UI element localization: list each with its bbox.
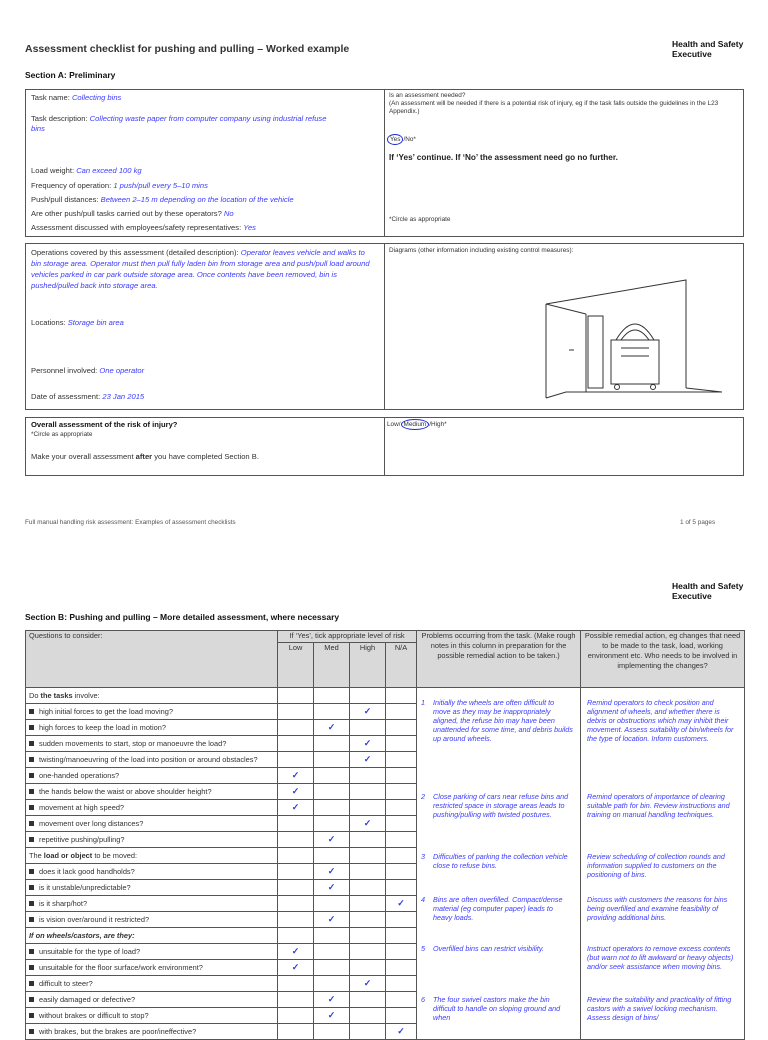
hse-line-2: Executive xyxy=(672,49,712,59)
risk-cell-na[interactable] xyxy=(386,912,417,928)
header-med: Med xyxy=(314,643,350,688)
risk-cell-na[interactable] xyxy=(386,944,417,960)
risk-cell-high[interactable] xyxy=(350,1024,386,1040)
remedial-note: Discuss with customers the reasons for bins being overfilled and examine feasibility of providing additional bins. xyxy=(587,895,728,922)
overall-label: Overall assessment of the risk of injury? xyxy=(31,420,178,429)
bullet-icon xyxy=(29,885,34,890)
risk-cell-na[interactable] xyxy=(386,768,417,784)
risk-cell-low[interactable] xyxy=(278,912,314,928)
risk-cell-med[interactable] xyxy=(314,992,350,1008)
header-high: High xyxy=(350,643,386,688)
risk-cell-med[interactable] xyxy=(314,784,350,800)
diagrams-label: Diagrams (other information including existing control measures): xyxy=(389,247,574,254)
continue-instruction: If ‘Yes’ continue. If ‘No’ the assessment need go no further. xyxy=(389,153,618,162)
risk-cell-low[interactable] xyxy=(278,736,314,752)
risk-cell-med[interactable] xyxy=(314,944,350,960)
risk-cell-low[interactable] xyxy=(278,992,314,1008)
risk-cell-high[interactable] xyxy=(350,800,386,816)
risk-cell-na[interactable] xyxy=(386,688,417,704)
risk-cell-high[interactable] xyxy=(350,816,386,832)
risk-cell-high[interactable] xyxy=(350,928,386,944)
question-cell: high forces to keep the load in motion? xyxy=(26,720,278,736)
question-cell: repetitive pushing/pulling? xyxy=(26,832,278,848)
risk-cell-low[interactable] xyxy=(278,976,314,992)
yes-circled: Yes xyxy=(387,134,403,145)
risk-cell-low[interactable] xyxy=(278,720,314,736)
risk-cell-high[interactable] xyxy=(350,960,386,976)
question-cell: difficult to steer? xyxy=(26,976,278,992)
tick-icon: ✓ xyxy=(363,818,372,828)
hse-logo-text xyxy=(672,39,743,59)
risk-cell-med[interactable] xyxy=(314,720,350,736)
hse-line-2: Executive xyxy=(672,591,712,601)
other-tasks: Are other push/pull tasks carried out by these operators? No xyxy=(31,209,234,218)
risk-cell-low[interactable] xyxy=(278,816,314,832)
tick-icon: ✓ xyxy=(363,978,372,988)
problem-note: The four swivel castors make the bin difficult to handle on sloping ground and when xyxy=(433,995,561,1022)
tick-icon: ✓ xyxy=(327,866,336,876)
column-divider xyxy=(384,418,385,475)
bin-store-diagram xyxy=(526,274,736,399)
risk-cell-high[interactable] xyxy=(350,784,386,800)
question-cell: movement at high speed? xyxy=(26,800,278,816)
risk-cell-na[interactable] xyxy=(386,928,417,944)
risk-cell-med[interactable] xyxy=(314,960,350,976)
question-cell: with brakes, but the brakes are poor/ineffective? xyxy=(26,1024,278,1040)
bullet-icon xyxy=(29,1029,34,1034)
question-cell: unsuitable for the floor surface/work environment? xyxy=(26,960,278,976)
bullet-icon xyxy=(29,869,34,874)
risk-cell-low[interactable] xyxy=(278,1008,314,1024)
risk-cell-low[interactable] xyxy=(278,784,314,800)
bullet-icon xyxy=(29,997,34,1002)
question-cell: is vision over/around it restricted? xyxy=(26,912,278,928)
question-cell: one-handed operations? xyxy=(26,768,278,784)
tick-icon: ✓ xyxy=(327,994,336,1004)
risk-cell-low[interactable] xyxy=(278,688,314,704)
note-number: 4 xyxy=(421,895,426,904)
bullet-icon xyxy=(29,709,34,714)
risk-level-choice: Low/ Medium /High* xyxy=(387,421,447,428)
bullet-icon xyxy=(29,821,34,826)
locations: Locations: Storage bin area xyxy=(31,318,124,327)
problem-note: Bins are often overfilled. Compact/dense material (eg computer paper) leads to heavy loads. xyxy=(433,895,563,922)
risk-cell-low[interactable] xyxy=(278,928,314,944)
footer-left: Full manual handling risk assessment: Examples of assessment checklists xyxy=(25,519,236,526)
risk-cell-high[interactable] xyxy=(350,704,386,720)
note-number: 5 xyxy=(421,944,426,953)
circle-note: *Circle as appropriate xyxy=(389,216,451,223)
risk-cell-med[interactable] xyxy=(314,864,350,880)
header-problems: Problems occurring from the task. (Make rough notes in this column in preparation for the possible remedial action to be taken.) xyxy=(417,631,581,688)
risk-cell-high[interactable] xyxy=(350,720,386,736)
risk-cell-med[interactable] xyxy=(314,848,350,864)
question-cell: is it unstable/unpredictable? xyxy=(26,880,278,896)
risk-cell-na[interactable] xyxy=(386,896,417,912)
medium-circled: Medium xyxy=(401,419,430,430)
risk-cell-na[interactable] xyxy=(386,752,417,768)
tick-icon: ✓ xyxy=(327,722,336,732)
risk-cell-high[interactable] xyxy=(350,1008,386,1024)
risk-cell-na[interactable] xyxy=(386,704,417,720)
problem-note: Initially the wheels are often difficult to move as they may be inappropriately aligned, the refuse bin may have been unattended for some time, and debris builds up around wheels. xyxy=(433,698,573,743)
risk-cell-na[interactable] xyxy=(386,800,417,816)
risk-cell-low[interactable] xyxy=(278,960,314,976)
risk-cell-med[interactable] xyxy=(314,736,350,752)
question-cell: high initial forces to get the load moving? xyxy=(26,704,278,720)
remedial-note: Instruct operators to remove excess contents (but warn not to lift awkward or heavy objects) and/or seek assistance when moving bins. xyxy=(587,944,734,971)
risk-cell-high[interactable] xyxy=(350,848,386,864)
risk-cell-high[interactable] xyxy=(350,768,386,784)
risk-cell-na[interactable] xyxy=(386,992,417,1008)
risk-cell-med[interactable] xyxy=(314,1008,350,1024)
note-number: 1 xyxy=(421,698,426,707)
risk-cell-med[interactable] xyxy=(314,816,350,832)
note-number: 3 xyxy=(421,852,426,861)
question-cell: If on wheels/castors, are they: xyxy=(26,928,278,944)
assessment-table xyxy=(25,630,745,1040)
risk-cell-high[interactable] xyxy=(350,752,386,768)
push-pull-distances: Push/pull distances: Between 2–15 m depending on the location of the vehicle xyxy=(31,195,294,204)
question-cell: twisting/manoeuvring of the load into position or around obstacles? xyxy=(26,752,278,768)
risk-cell-na[interactable] xyxy=(386,832,417,848)
header-low: Low xyxy=(278,643,314,688)
frequency: Frequency of operation: 1 push/pull every 5–10 mins xyxy=(31,181,208,190)
risk-cell-na[interactable] xyxy=(386,784,417,800)
tick-icon: ✓ xyxy=(363,754,372,764)
date-of-assessment: Date of assessment: 23 Jan 2015 xyxy=(31,392,145,401)
operations-box xyxy=(25,243,744,410)
preliminary-box xyxy=(25,89,744,237)
risk-cell-low[interactable] xyxy=(278,944,314,960)
header-na: N/A xyxy=(386,643,417,688)
header-remedial: Possible remedial action, eg changes that need to be made to the task, load, working environment etc. Who needs to be involved in implementing the changes? xyxy=(581,631,745,688)
risk-cell-na[interactable] xyxy=(386,720,417,736)
question-cell: is it sharp/hot? xyxy=(26,896,278,912)
tick-icon: ✓ xyxy=(363,706,372,716)
load-weight: Load weight: Can exceed 100 kg xyxy=(31,166,142,175)
note-number: 2 xyxy=(421,792,426,801)
question-cell: the hands below the waist or above shoulder height? xyxy=(26,784,278,800)
risk-cell-high[interactable] xyxy=(350,944,386,960)
risk-cell-na[interactable] xyxy=(386,960,417,976)
risk-cell-high[interactable] xyxy=(350,992,386,1008)
risk-cell-low[interactable] xyxy=(278,768,314,784)
page-title: Assessment checklist for pushing and pulling – Worked example xyxy=(25,43,350,55)
problems-column xyxy=(417,688,581,1040)
risk-cell-na[interactable] xyxy=(386,1024,417,1040)
operations-description: Operations covered by this assessment (detailed description): Operator leaves vehicle and walks to bin storage area. Operator must then pull fully laden bin from storage area and push/pull load around vehicles parked in car park outside storage area. Once contents have been removed, bin is pushed/pulled back into storage area. xyxy=(31,248,370,290)
refuse-bin xyxy=(611,340,659,384)
risk-cell-high[interactable] xyxy=(350,912,386,928)
bullet-icon xyxy=(29,789,34,794)
overall-risk-box xyxy=(25,417,744,476)
risk-cell-med[interactable] xyxy=(314,752,350,768)
risk-cell-high[interactable] xyxy=(350,832,386,848)
bullet-icon xyxy=(29,725,34,730)
tick-icon: ✓ xyxy=(327,914,336,924)
bullet-icon xyxy=(29,981,34,986)
risk-cell-na[interactable] xyxy=(386,736,417,752)
risk-cell-na[interactable] xyxy=(386,848,417,864)
risk-cell-med[interactable] xyxy=(314,1024,350,1040)
bullet-icon xyxy=(29,741,34,746)
question-cell: easily damaged or defective? xyxy=(26,992,278,1008)
hse-line-1: Health and Safety xyxy=(672,39,744,49)
risk-cell-med[interactable] xyxy=(314,688,350,704)
question-cell: sudden movements to start, stop or manoeuvre the load? xyxy=(26,736,278,752)
risk-cell-na[interactable] xyxy=(386,1008,417,1024)
header-questions: Questions to consider: xyxy=(26,631,278,688)
problem-note: Overfilled bins can restrict visibility. xyxy=(433,944,544,953)
section-b-heading: Section B: Pushing and pulling – More detailed assessment, where necessary xyxy=(25,612,340,622)
question-cell: does it lack good handholds? xyxy=(26,864,278,880)
bullet-icon xyxy=(29,805,34,810)
bullet-icon xyxy=(29,1013,34,1018)
problem-note: Difficulties of parking the collection vehicle close to refuse bins. xyxy=(433,852,568,870)
roof-wall-outline xyxy=(546,280,686,388)
question-cell: unsuitable for the type of load? xyxy=(26,944,278,960)
personnel: Personnel involved: One operator xyxy=(31,366,145,375)
risk-cell-low[interactable] xyxy=(278,864,314,880)
tick-icon: ✓ xyxy=(327,1010,336,1020)
remedial-note: Review scheduling of collection rounds and information supplied to customers on the positioning of bins. xyxy=(587,852,725,879)
risk-cell-high[interactable] xyxy=(350,880,386,896)
risk-cell-low[interactable] xyxy=(278,896,314,912)
risk-cell-low[interactable] xyxy=(278,880,314,896)
task-name: Task name: Collecting bins xyxy=(31,93,122,102)
bullet-icon xyxy=(29,917,34,922)
risk-cell-med[interactable] xyxy=(314,832,350,848)
question-cell: movement over long distances? xyxy=(26,816,278,832)
tick-icon: ✓ xyxy=(327,882,336,892)
tick-icon: ✓ xyxy=(291,770,300,780)
risk-cell-na[interactable] xyxy=(386,976,417,992)
tick-icon: ✓ xyxy=(291,802,300,812)
risk-cell-med[interactable] xyxy=(314,928,350,944)
tick-icon: ✓ xyxy=(397,898,405,908)
problem-note: Close parking of cars near refuse bins and restricted space in storage areas leads to pushing/pulling with twisted postures. xyxy=(433,792,569,819)
bullet-icon xyxy=(29,773,34,778)
risk-cell-high[interactable] xyxy=(350,736,386,752)
risk-cell-med[interactable] xyxy=(314,880,350,896)
risk-cell-low[interactable] xyxy=(278,848,314,864)
risk-cell-med[interactable] xyxy=(314,704,350,720)
bullet-icon xyxy=(29,901,34,906)
column-divider xyxy=(384,90,385,236)
discussed: Assessment discussed with employees/safety representatives: Yes xyxy=(31,223,256,232)
table-group-row xyxy=(26,688,745,704)
risk-cell-low[interactable] xyxy=(278,752,314,768)
task-description: Task description: Collecting waste paper from computer company using industrial refuse bins xyxy=(31,114,327,133)
risk-cell-med[interactable] xyxy=(314,800,350,816)
hse-line-1: Health and Safety xyxy=(672,581,744,591)
question-cell: The load or object to be moved: xyxy=(26,848,278,864)
column-divider xyxy=(384,244,385,409)
tick-icon: ✓ xyxy=(363,738,372,748)
risk-cell-high[interactable] xyxy=(350,896,386,912)
risk-cell-low[interactable] xyxy=(278,704,314,720)
risk-cell-med[interactable] xyxy=(314,896,350,912)
risk-cell-med[interactable] xyxy=(314,768,350,784)
risk-cell-na[interactable] xyxy=(386,880,417,896)
tick-icon: ✓ xyxy=(397,1026,405,1036)
bullet-icon xyxy=(29,757,34,762)
risk-cell-na[interactable] xyxy=(386,864,417,880)
tick-icon: ✓ xyxy=(291,962,300,972)
question-cell: without brakes or difficult to stop? xyxy=(26,1008,278,1024)
remedial-note: Remind operators of importance of clearing suitable path for bin. Review instructions and training on manual handling techniques. xyxy=(587,792,730,819)
remedial-note: Remind operators to check position and alignment of wheels, and whether there is debris or obstructions which may inhibit their movement. Assess suitability of bin/wheels for the type of location. Inform customers. xyxy=(587,698,734,743)
overall-circle-note: *Circle as appropriate xyxy=(31,431,93,438)
note-number: 6 xyxy=(421,995,426,1004)
assessment-needed: Is an assessment needed? (An assessment will be needed if there is a potential risk of injury, eg if the task falls outside the guidelines in the L23 Appendix.) xyxy=(389,92,719,115)
tick-icon: ✓ xyxy=(291,786,300,796)
bullet-icon xyxy=(29,837,34,842)
risk-cell-low[interactable] xyxy=(278,800,314,816)
yes-no-choice: Yes /No* xyxy=(387,134,416,145)
bullet-icon xyxy=(29,949,34,954)
risk-cell-na[interactable] xyxy=(386,816,417,832)
overall-instructions: Make your overall assessment after you have completed Section B. xyxy=(31,452,259,461)
risk-cell-med[interactable] xyxy=(314,976,350,992)
remedial-column xyxy=(581,688,745,1040)
header-tick-level: If ‘Yes’, tick appropriate level of risk xyxy=(278,631,417,643)
tick-icon: ✓ xyxy=(327,834,336,844)
remedial-note: Review the suitability and practicality of fitting castors with a swivel locking mechanism. Assess design of bins/ xyxy=(587,995,732,1022)
tick-icon: ✓ xyxy=(291,946,300,956)
risk-cell-high[interactable] xyxy=(350,976,386,992)
hse-logo-text-page-2 xyxy=(672,581,743,601)
question-cell: Do the tasks involve: xyxy=(26,688,278,704)
risk-cell-low[interactable] xyxy=(278,832,314,848)
risk-cell-low[interactable] xyxy=(278,1024,314,1040)
footer-page-number: 1 of 5 pages xyxy=(680,519,716,526)
bullet-icon xyxy=(29,965,34,970)
risk-cell-high[interactable] xyxy=(350,864,386,880)
risk-cell-med[interactable] xyxy=(314,912,350,928)
risk-cell-high[interactable] xyxy=(350,688,386,704)
section-a-heading: Section A: Preliminary xyxy=(25,70,116,80)
